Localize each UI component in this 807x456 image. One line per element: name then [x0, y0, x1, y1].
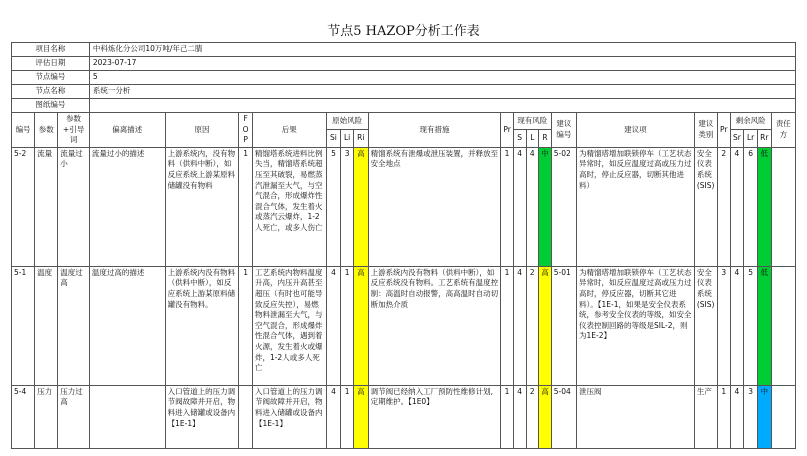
- cell-pr: 1: [501, 266, 514, 385]
- table-row: [12, 385, 796, 448]
- col-header-rr: Rr: [757, 130, 771, 147]
- info-row-project: [12, 43, 796, 57]
- cell-cause: 上游系统内没有物料（供料中断），如反应系统上游某原料储罐没有物料。: [165, 266, 239, 385]
- cell-deviation: 流量过小的描述: [89, 147, 165, 266]
- col-header-lr: Lr: [744, 130, 758, 147]
- cell-param: 温度: [35, 266, 58, 385]
- cell-param: 压力: [35, 385, 58, 448]
- cell-rr-low: 低: [757, 147, 771, 266]
- cell-measures: 调节阀已经纳入工厂预防性维修计划,定期维护。【1E0】: [368, 385, 501, 448]
- col-header-cause: 原因: [165, 113, 239, 148]
- cell-l: 2: [526, 266, 539, 385]
- cell-s: 4: [513, 147, 526, 266]
- col-header-current-risk: 现有风险: [513, 113, 551, 130]
- cell-sr: 4: [730, 266, 744, 385]
- col-header-param: 参数: [35, 113, 58, 148]
- cell-li: 3: [341, 147, 354, 266]
- col-header-guide: 参数+引导词: [58, 113, 90, 148]
- cell-pr2: 1: [717, 385, 730, 448]
- info-value: [89, 99, 795, 113]
- cell-rr-mid: 中: [757, 385, 771, 448]
- col-header-li: Li: [341, 130, 354, 147]
- cell-measures: 精馏系统有泄爆或泄压装置，并释放至安全地点: [368, 147, 501, 266]
- cell-cause: 入口管道上的压力调节阀故障并开启，物料进入储罐或设备内【1E-1】: [165, 385, 239, 448]
- info-label: 评估日期: [12, 57, 90, 71]
- table-row: [12, 147, 796, 266]
- cell-lr: 3: [744, 385, 758, 448]
- cell-r-high: 高: [539, 385, 552, 448]
- cell-suggestion: 为精馏塔增加联锁停车（工艺状态异常时，如反应温度过高或压力过高时，停反应器，切断其它进料）。【1E-1，如果是安全仪表系统，参考安全仪表的等级，如安全仪表控制回路的等级是SIL-2，则为1E-2】: [577, 266, 695, 385]
- cell-deviation: [89, 385, 165, 448]
- cell-fop: 1: [239, 147, 253, 266]
- cell-s: 4: [513, 385, 526, 448]
- cell-pr: 1: [501, 385, 514, 448]
- header-row: [12, 113, 796, 130]
- col-header-r: R: [539, 130, 552, 147]
- col-header-s: S: [513, 130, 526, 147]
- cell-no: 5-4: [12, 385, 35, 448]
- hazop-table: [11, 42, 796, 449]
- cell-r-mid: 中: [539, 147, 552, 266]
- cell-suggestion: 为精馏塔增加联锁停车（工艺状态异常时，如反应温度过高或压力过高时，停止反应器，切断其他进料）: [577, 147, 695, 266]
- cell-ri-high: 高: [353, 266, 368, 385]
- cell-suggestion: 泄压阀: [577, 385, 695, 448]
- cell-guide: 压力过高: [58, 385, 90, 448]
- col-header-l: L: [526, 130, 539, 147]
- table-row: [12, 266, 796, 385]
- cell-owner: [771, 147, 795, 266]
- cell-l: 2: [526, 385, 539, 448]
- cell-sr: 4: [730, 147, 744, 266]
- cell-pr2: 3: [717, 266, 730, 385]
- info-value: 系统一分析: [89, 85, 795, 99]
- col-header-measures: 现有措施: [368, 113, 501, 148]
- page-title: 节点5 HAZOP分析工作表: [327, 24, 480, 39]
- col-header-sr: Sr: [730, 130, 744, 147]
- cell-deviation: 温度过高的描述: [89, 266, 165, 385]
- info-label: 节点名称: [12, 85, 90, 99]
- cell-no: 5-1: [12, 266, 35, 385]
- info-value: 2023-07-17: [89, 57, 795, 71]
- cell-suggestion-no: 5-02: [551, 147, 576, 266]
- col-header-pr2: Pr: [717, 113, 730, 148]
- col-header-residual-risk: 剩余风险: [730, 113, 771, 130]
- col-header-fop: FOP: [239, 113, 253, 148]
- cell-owner: [771, 266, 795, 385]
- cell-pr2: 2: [717, 147, 730, 266]
- cell-sr: 4: [730, 385, 744, 448]
- cell-consequence: 精馏塔系统进料比例失当，精馏塔系统超压至其破裂，易燃蒸汽泄漏至大气，与空气混合，形成爆炸性混合气体，发生着火或蒸汽云爆炸，1-2人死亡，或多人伤亡: [252, 147, 326, 266]
- cell-li: 1: [341, 385, 354, 448]
- cell-param: 流量: [35, 147, 58, 266]
- info-label: 项目名称: [12, 43, 90, 57]
- col-header-pr: Pr: [501, 113, 514, 148]
- cell-ri-high: 高: [353, 385, 368, 448]
- cell-li: 1: [341, 266, 354, 385]
- cell-cause: 上游系统内，没有物料（供料中断），如反应系统上游某原料储罐没有物料: [165, 147, 239, 266]
- info-row-node-name: [12, 85, 796, 99]
- info-row-drawing: [12, 99, 796, 113]
- cell-si: 4: [326, 266, 341, 385]
- cell-suggestion-no: 5-04: [551, 385, 576, 448]
- cell-suggestion-no: 5-01: [551, 266, 576, 385]
- col-header-consequence: 后果: [252, 113, 326, 148]
- cell-suggestion-type: 安全仪表系统(SIS): [694, 147, 717, 266]
- cell-suggestion-type: 安全仪表系统(SIS): [694, 266, 717, 385]
- cell-si: 4: [326, 385, 341, 448]
- cell-guide: 流量过小: [58, 147, 90, 266]
- cell-ri-high: 高: [353, 147, 368, 266]
- col-header-ri: Ri: [353, 130, 368, 147]
- cell-r-high: 高: [539, 266, 552, 385]
- info-value: 5: [89, 71, 795, 85]
- cell-rr-low: 低: [757, 266, 771, 385]
- cell-consequence: 工艺系统内物料温度升高，内压升高甚至超压（有时也可能导致反应失控），易燃物料泄漏至大气，与空气混合，形成爆炸性混合气体，遇到着火源，发生着火或爆炸，1-2人或多人死亡: [252, 266, 326, 385]
- cell-suggestion-type: 生产: [694, 385, 717, 448]
- cell-lr: 5: [744, 266, 758, 385]
- cell-pr: 1: [501, 147, 514, 266]
- info-row-node-no: [12, 71, 796, 85]
- cell-fop: [239, 385, 253, 448]
- col-header-suggestion: 建议项: [577, 113, 695, 148]
- cell-fop: 1: [239, 266, 253, 385]
- cell-no: 5-2: [12, 147, 35, 266]
- cell-s: 4: [513, 266, 526, 385]
- cell-si: 5: [326, 147, 341, 266]
- info-label: 节点编号: [12, 71, 90, 85]
- info-value: 中科炼化分公司10万吨/年己二腈: [89, 43, 795, 57]
- col-header-suggestion-type: 建议类别: [694, 113, 717, 148]
- cell-guide: 温度过高: [58, 266, 90, 385]
- cell-measures: 上游系统内没有物料（供料中断），如反应系统没有物料。工艺系统有温度控制：高温时自动报警，高高温时自动切断加热介质: [368, 266, 501, 385]
- info-row-date: [12, 57, 796, 71]
- col-header-no: 编号: [12, 113, 35, 148]
- cell-owner: [771, 385, 795, 448]
- col-header-suggestion-no: 建议编号: [551, 113, 576, 148]
- col-header-original-risk: 原始风险: [326, 113, 368, 130]
- cell-consequence: 入口管道上的压力调节阀故障并开启，物料进入储罐或设备内【1E-1】: [252, 385, 326, 448]
- cell-lr: 6: [744, 147, 758, 266]
- info-label: 图纸编号: [12, 99, 90, 113]
- col-header-deviation: 偏离描述: [89, 113, 165, 148]
- col-header-owner: 责任方: [771, 113, 795, 148]
- col-header-si: Si: [326, 130, 341, 147]
- cell-l: 4: [526, 147, 539, 266]
